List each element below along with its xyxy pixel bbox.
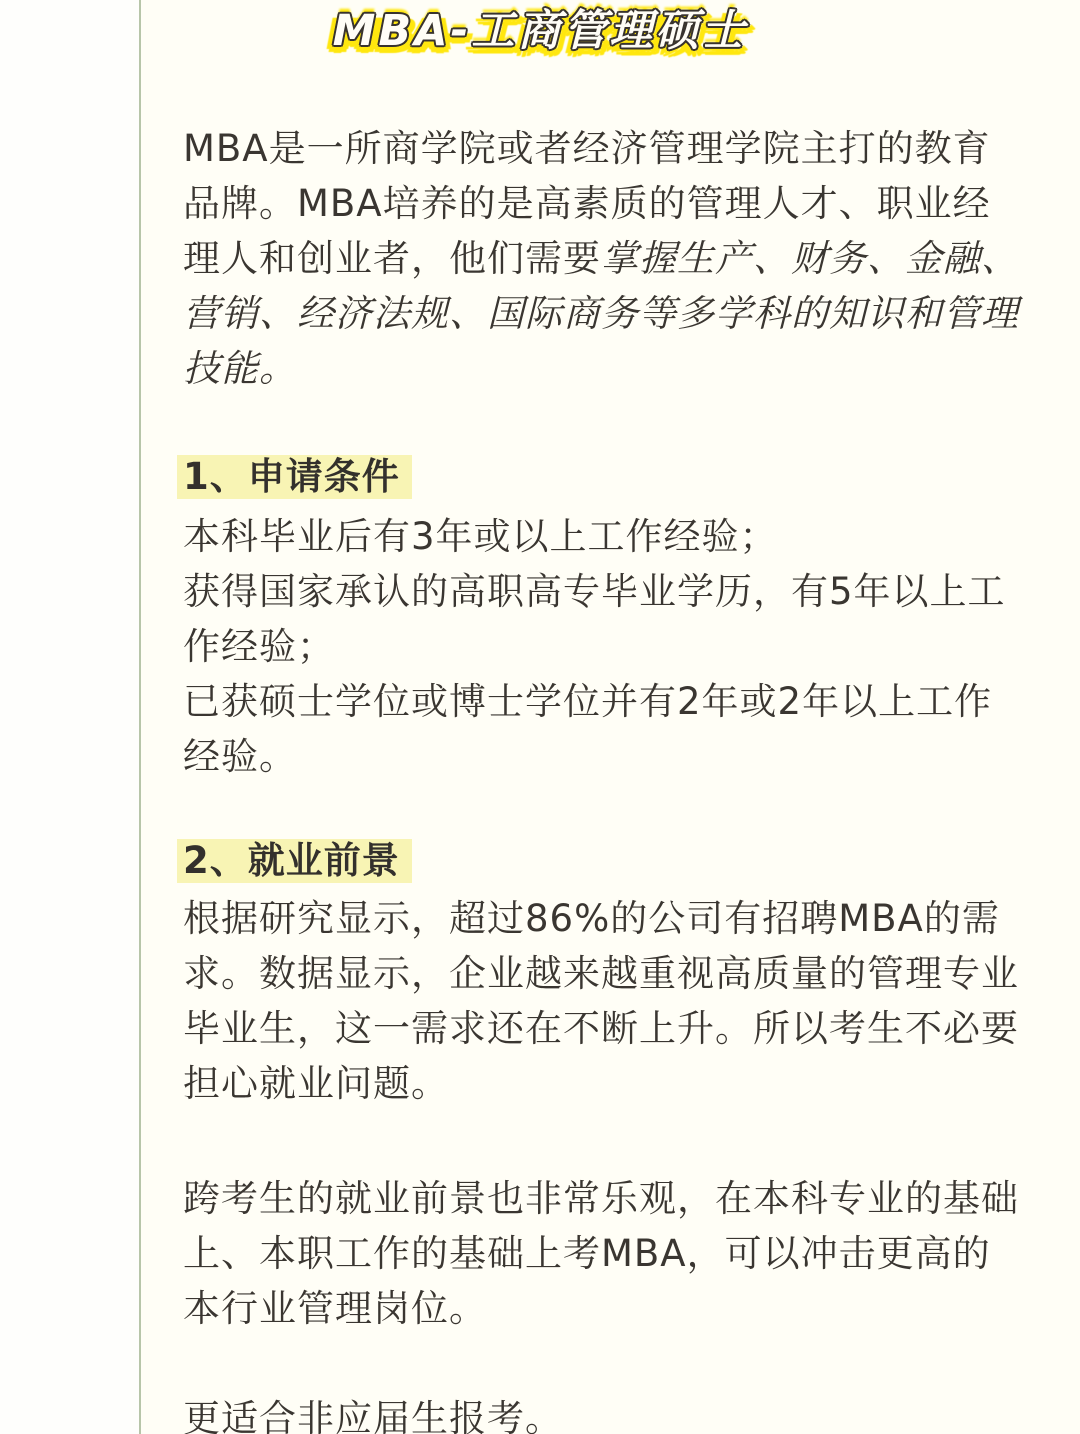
text-segment: 求。数据显示，企业越来越重视高质量的管理专业 [183,952,1019,995]
text-line [183,509,923,564]
text-segment: 技能。 [183,347,297,390]
paragraph [183,121,1019,396]
text-segment: 经验。 [183,735,297,778]
text-line [183,286,1019,341]
text-segment: 跨考生的就业前景也非常乐观，在本科专业的基础 [183,1177,1019,1220]
text-line [183,891,1000,946]
text-line [183,946,1019,1001]
text-segment: 根据研究显示，超过86%的公司有招聘MBA的需 [183,897,1000,940]
text-segment: 更适合非应届生报考。 [183,1397,563,1434]
text-segment: 上、本职工作的基础上考MBA，可以冲击更高的 [183,1232,991,1275]
text-line [183,1056,923,1111]
paragraph [183,1391,923,1434]
text-line [183,674,993,729]
section-heading-row [183,455,923,499]
text-segment: 已获硕士学位或博士学位并有2年或2年以上工作 [183,680,993,723]
paragraph [183,1171,1019,1336]
text-segment: 营销、经济法规、国际商务等多学科的知识和管理 [183,292,1019,335]
text-line [183,1281,923,1336]
left-margin-strip [0,0,139,1434]
text-segment: MBA是一所商学院或者经济管理学院主打的教育 [183,127,991,170]
text-line [183,176,991,231]
page-title: MBA-工商管理硕士 [332,6,748,56]
paragraph [183,891,1019,1111]
text-line [183,231,1019,286]
text-segment: 本科毕业后有3年或以上工作经验； [183,515,778,558]
section-heading: 1、申请条件 [177,455,412,499]
text-line [183,619,923,674]
text-segment: 理人和创业者，他们需要 [183,237,601,280]
text-segment: 品牌。MBA培养的是高素质的管理人才、职业经 [183,182,991,225]
text-segment: 掌握生产、财务、金融、 [601,237,1019,280]
text-line [183,1391,923,1434]
text-line [183,121,991,176]
section-heading: 2、就业前景 [177,839,412,883]
content-column [183,0,1019,1434]
text-segment: 本行业管理岗位。 [183,1287,487,1330]
text-segment: 毕业生，这一需求还在不断上升。所以考生不必要 [183,1007,1019,1050]
text-segment: 担心就业问题。 [183,1062,449,1105]
text-segment: 获得国家承认的高职高专毕业学历，有5年以上工 [183,570,1006,613]
vertical-divider-line [139,0,141,1434]
paragraph [183,509,1006,784]
text-line [183,1171,1019,1226]
text-segment: 作经验； [183,625,335,668]
text-line [183,564,1006,619]
text-line [183,341,923,396]
text-line [183,729,923,784]
text-line [183,1001,1019,1056]
section-heading-row [183,839,923,883]
text-line [183,1226,991,1281]
